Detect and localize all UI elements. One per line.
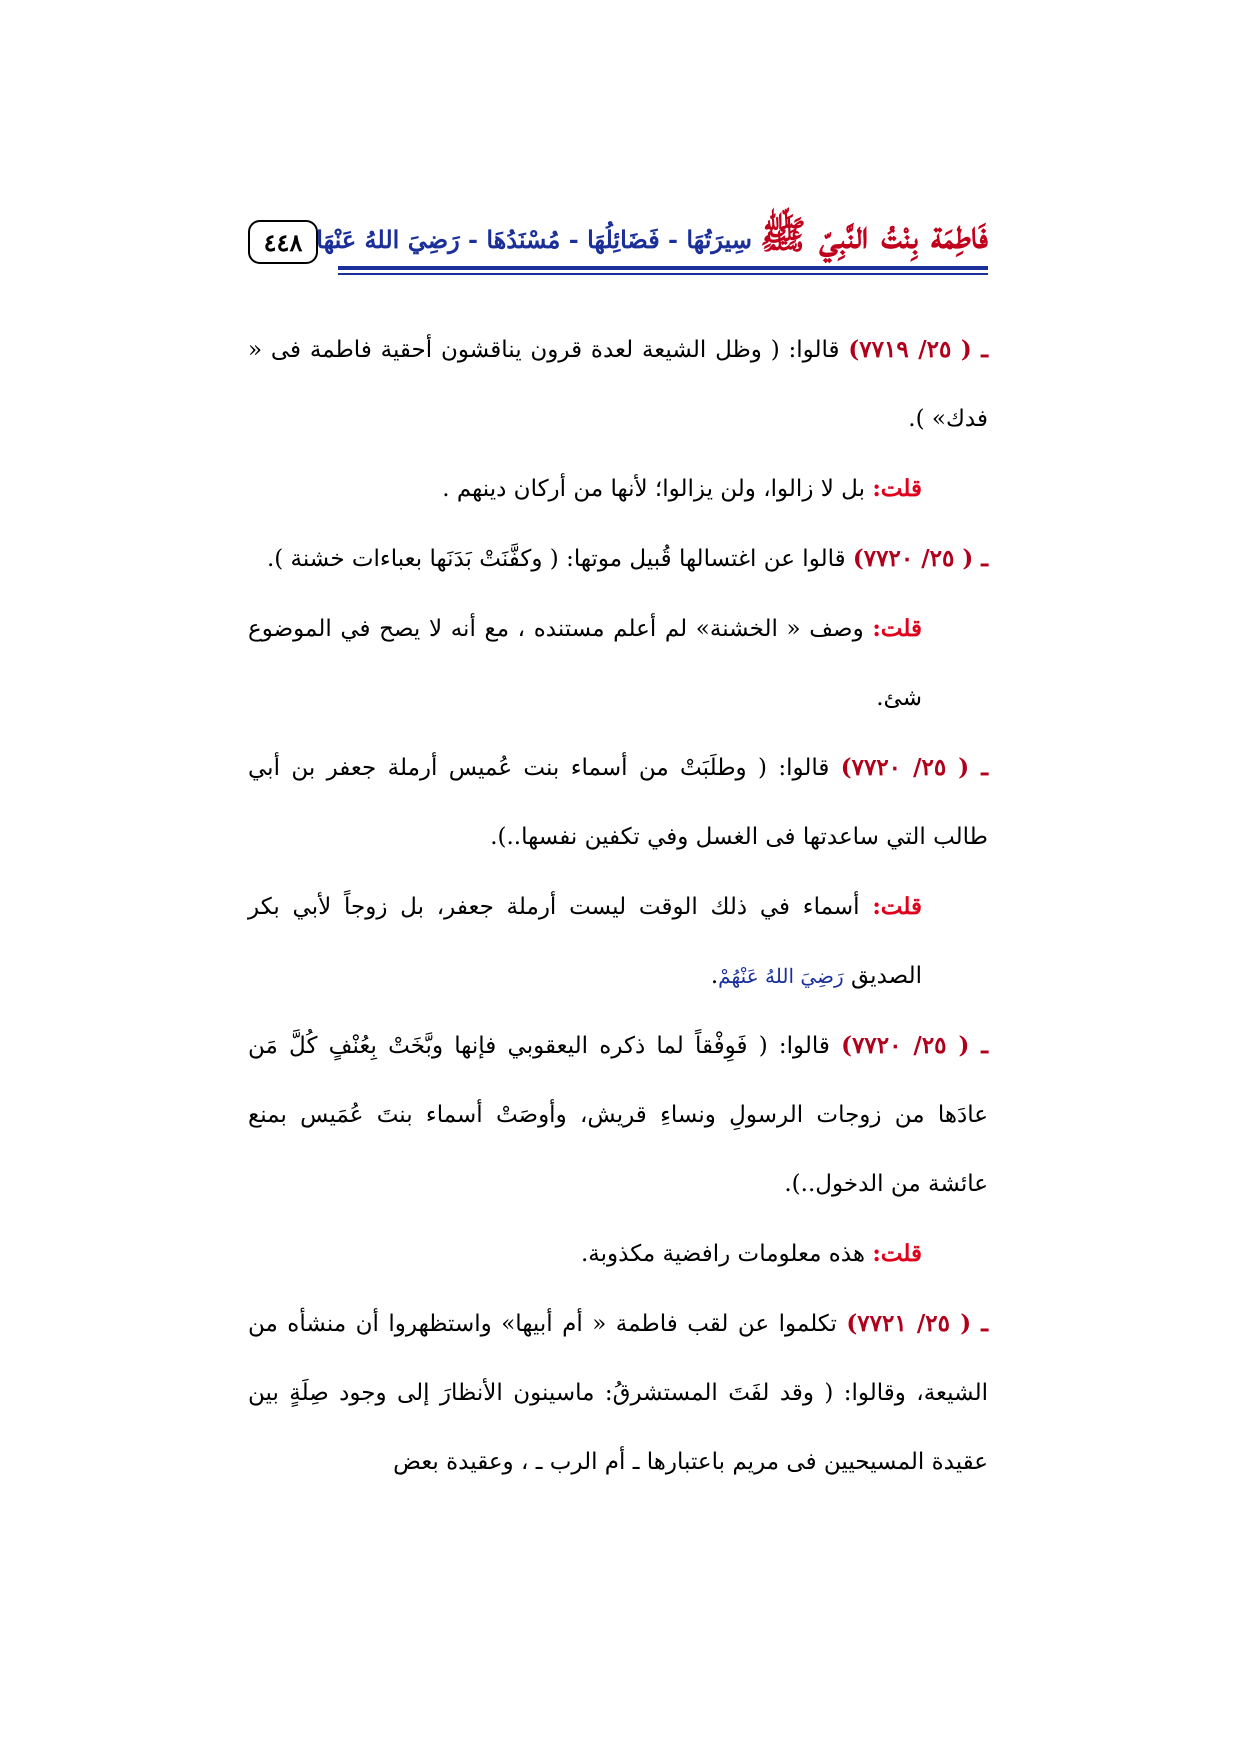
comment-paragraph <box>248 594 988 733</box>
entry-text: قالوا عن اغتسالها قُبيل موتها: ( وكفَّنَتْ بَدَنَها بعباءات خشنة ). <box>266 546 853 572</box>
comment-text: وصف « الخشنة» لم أعلم مستنده ، مع أنه لا يصح في الموضوع شئ. <box>248 616 922 711</box>
entry-reference: ـ ( ٢٥/ ٧٧١٩) <box>848 336 988 363</box>
entry-7719 <box>248 315 988 454</box>
entry-reference: ـ ( ٢٥/ ٧٧٢٠) <box>840 754 988 781</box>
header-rule-thick <box>338 266 988 270</box>
comment-label: قلت: <box>872 893 922 920</box>
comment-paragraph <box>248 1219 988 1289</box>
comment-text: هذه معلومات رافضية مكذوبة. <box>580 1241 873 1267</box>
comment-text: بل لا زالوا، ولن يزالوا؛ لأنها من أركان دينهم . <box>442 476 873 502</box>
page-number: ٤٤٨ <box>248 220 318 264</box>
comment-tail: . <box>710 963 719 989</box>
entry-reference: ـ ( ٢٥/ ٧٧٢٠) <box>841 1032 988 1059</box>
comment-label: قلت: <box>872 1240 922 1267</box>
entry-7720-b <box>248 733 988 872</box>
comment-label: قلت: <box>872 615 922 642</box>
comment-paragraph <box>248 454 988 524</box>
book-title-sub: سِيرَتُهَا - فَضَائِلُهَا - مُسْنَدُهَا - رَضِيَ اللهُ عَنْهَا <box>316 225 752 254</box>
entry-7720-a <box>248 524 988 594</box>
comment-paragraph <box>248 872 988 1011</box>
entry-text: تكلموا عن لقب فاطمة « أم أبيها» واستظهروا أن منشأه من الشيعة، وقالوا: ( وقد لفَتَ المستشرقُ: ماسينون الأنظارَ إلى وجود صِلَةٍ بين عقيدة المسيحيين فى مريم باعتبارها ـ أم الرب ـ ، وعقيدة بعض <box>248 1311 988 1475</box>
entry-text: قالوا: ( وطلَبَتْ من أسماء بنت عُميس أرملة جعفر بن أبي طالب التي ساعدتها فى الغسل وفي تكفين نفسها..). <box>248 755 988 850</box>
page-body <box>248 315 988 1497</box>
entry-text: قالوا: ( وظل الشيعة لعدة قرون يناقشون أحقية فاطمة فى « فدك» ). <box>248 337 988 432</box>
entry-reference: ـ ( ٢٥/ ٧٧٢١) <box>846 1310 988 1337</box>
book-title <box>316 212 988 267</box>
entry-text: قالوا: ( فَوِفْقاً لما ذكره اليعقوبي فإنها وبَّخَتْ بِعُنْفٍ كُلَّ مَن عادَها من زوجات الرسولِ ونساءِ قريش، وأوصَتْ أسماء بنتَ عُمَيس بمنع عائشة من الدخول..). <box>248 1033 988 1197</box>
page-header <box>248 212 988 272</box>
book-title-main: فَاطِمَة بِنْتُ النَّبِيّ ﷺ <box>760 212 988 257</box>
comment-text: أسماء في ذلك الوقت ليست أرملة جعفر، بل زوجاً لأبي بكر الصديق <box>248 894 922 989</box>
honorific-phrase: رَضِيَ اللهُ عَنْهُمْ <box>718 964 844 988</box>
entry-reference: ـ ( ٢٥/ ٧٧٢٠) <box>852 545 988 572</box>
comment-label: قلت: <box>872 475 922 502</box>
entry-7721 <box>248 1289 988 1497</box>
header-rule-thin <box>338 273 988 275</box>
entry-7720-c <box>248 1011 988 1219</box>
